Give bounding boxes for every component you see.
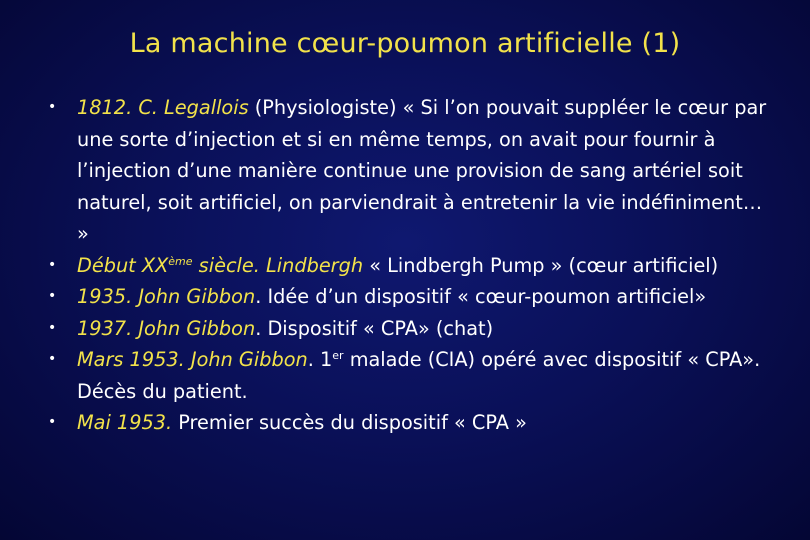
- bullet-dot-icon: •: [48, 351, 57, 367]
- bullet-item: [48, 250, 776, 282]
- bullet-highlight: [77, 254, 363, 277]
- bullet-dot-icon: •: [48, 414, 57, 430]
- bullet-text-superscript: er: [332, 349, 344, 362]
- bullet-item: [48, 407, 776, 439]
- bullet-text: Premier succès du dispositif « CPA »: [172, 411, 527, 434]
- bullet-item: [48, 281, 776, 313]
- bullet-text-part: malade (CIA) opéré avec dispositif « CPA». Décès du patient.: [77, 348, 761, 403]
- bullet-text: . Dispositif « CPA» (chat): [255, 316, 494, 340]
- bullet-highlight: Mai 1953.: [77, 411, 173, 434]
- bullet-highlight: 1937. John Gibbon: [77, 316, 256, 340]
- bullet-list: [48, 92, 776, 439]
- bullet-highlight: 1935. John Gibbon: [77, 285, 256, 308]
- bullet-text-part: . 1: [307, 348, 333, 371]
- bullet-item: [48, 313, 776, 345]
- bullet-text: « Lindbergh Pump » (cœur artificiel): [363, 253, 719, 277]
- bullet-highlight: Mars 1953. John Gibbon: [77, 348, 308, 371]
- bullet-dot-icon: •: [48, 99, 57, 115]
- bullet-dot-icon: •: [48, 256, 57, 273]
- bullet-highlight-part: Début XX: [77, 253, 169, 277]
- bullet-text: (Physiologiste) « Si l’on pouvait suppléer le cœur par une sorte d’injection et si en même temps, on avait pour fournir à l’injection d’une manière continue une provision de sang artériel soit naturel, soit artificiel, on parviendrait à entretenir la vie indéfiniment… »: [77, 96, 767, 245]
- bullet-item: [48, 92, 776, 250]
- slide-title: La machine cœur-poumon artificielle (1): [129, 28, 681, 59]
- bullet-highlight: 1812. C. Legallois: [77, 96, 249, 119]
- bullet-dot-icon: •: [48, 288, 57, 304]
- bullet-highlight-superscript: ème: [168, 254, 193, 268]
- bullet-dot-icon: •: [48, 319, 57, 336]
- bullet-text: . Idée d’un dispositif « cœur-poumon artificiel»: [255, 285, 707, 308]
- bullet-item: [48, 344, 776, 407]
- bullet-highlight-part: siècle. Lindbergh: [192, 253, 364, 277]
